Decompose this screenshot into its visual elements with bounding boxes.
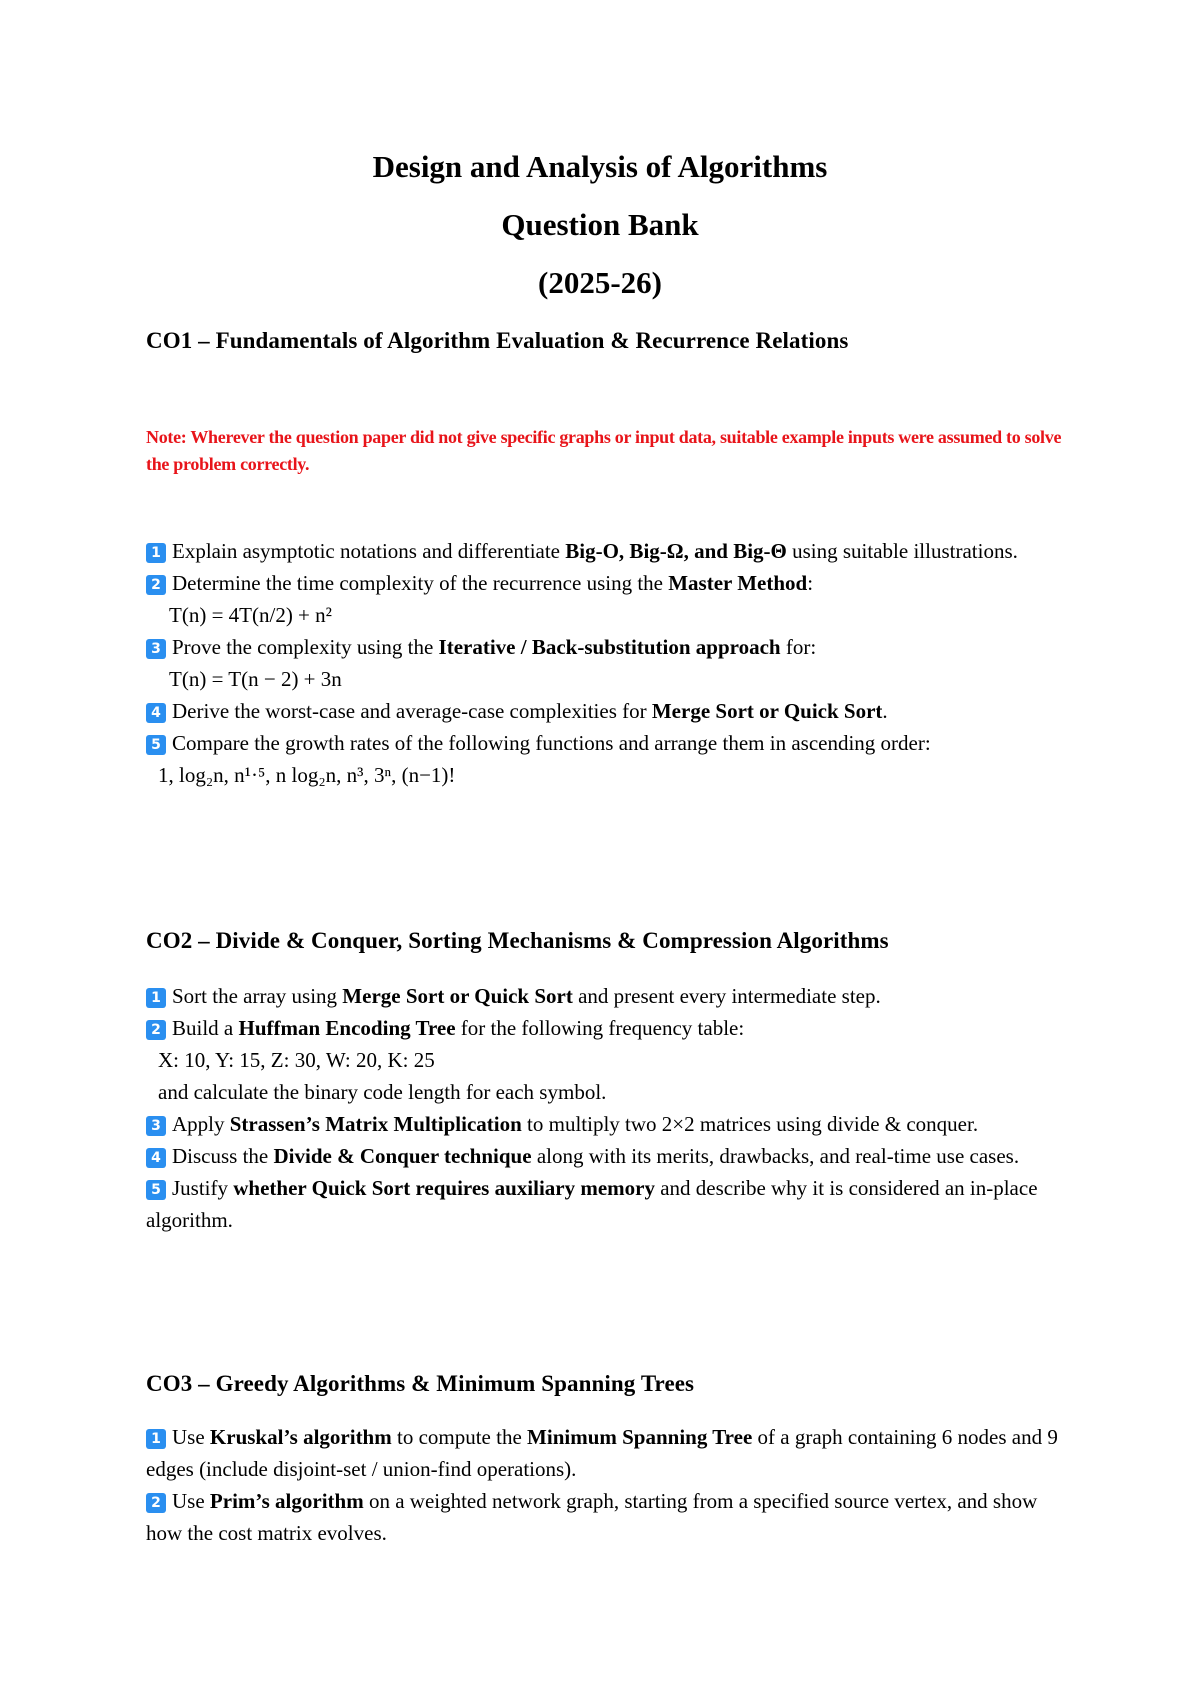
co3-question-1: 1 Use Kruskal’s algorithm to compute the Minimum Spanning Tree of a graph containing 6 nodes and 9 edges (include disjoint-set / union-find operations). <box>146 1425 1058 1481</box>
co1-q3-equation: T(n) = T(n − 2) + 3n <box>169 667 342 691</box>
co1-heading-block <box>146 326 1066 356</box>
number-1-icon: 1 <box>146 543 166 563</box>
co1-heading: CO1 – Fundamentals of Algorithm Evaluation & Recurrence Relations <box>146 328 849 353</box>
co2-question-4: 4 Discuss the Divide & Conquer technique along with its merits, drawbacks, and real-time use cases. <box>146 1140 1066 1172</box>
co2-heading: CO2 – Divide & Conquer, Sorting Mechanisms & Compression Algorithms <box>146 928 889 953</box>
number-5-icon: 5 <box>146 735 166 755</box>
co1-note-block <box>146 424 1066 478</box>
co1-question-5: 5 Compare the growth rates of the following functions and arrange them in ascending order: 1, log₂n, n¹·⁵, n log₂n, n³, 3ⁿ, (n−1)! <box>146 727 1066 791</box>
co2-question-1: 1 Sort the array using Merge Sort or Quick Sort and present every intermediate step. <box>146 980 1066 1012</box>
number-1-icon: 1 <box>146 988 166 1008</box>
co2-question-5: 5 Justify whether Quick Sort requires auxiliary memory and describe why it is considered an in-place algorithm. <box>146 1176 1038 1232</box>
academic-year: (2025-26) <box>538 265 662 300</box>
co1-question-1: 1 Explain asymptotic notations and differentiate Big-O, Big-Ω, and Big-Θ using suitable illustrations. <box>146 535 1066 567</box>
co1-question-2: 2 Determine the time complexity of the recurrence using the Master Method: T(n) = 4T(n/2) + n² <box>146 567 1066 631</box>
co1-question-4: 4 Derive the worst-case and average-case complexities for Merge Sort or Quick Sort. <box>146 695 1066 727</box>
co2-question-2: 2 Build a Huffman Encoding Tree for the following frequency table: X: 10, Y: 15, Z: 30, W: 20, K: 25 and calculate the binary code length for each symbol. <box>146 1012 1066 1108</box>
number-4-icon: 4 <box>146 703 166 723</box>
document-title: Design and Analysis of Algorithms <box>372 149 828 184</box>
number-4-icon: 4 <box>146 1148 166 1168</box>
co3-question-list <box>146 1421 1066 1549</box>
number-5-icon: 5 <box>146 1180 166 1200</box>
co1-q5-functions: 1, log₂n, n¹·⁵, n log₂n, n³, 3ⁿ, (n−1)! <box>158 763 456 787</box>
co2-q2-instruction: and calculate the binary code length for each symbol. <box>158 1080 607 1104</box>
number-3-icon: 3 <box>146 639 166 659</box>
co3-heading: CO3 – Greedy Algorithms & Minimum Spanning Trees <box>146 1371 695 1396</box>
co2-question-3: 3 Apply Strassen’s Matrix Multiplication to multiply two 2×2 matrices using divide & conquer. <box>146 1108 1066 1140</box>
co3-question-2: 2 Use Prim’s algorithm on a weighted network graph, starting from a specified source vertex, and show how the cost matrix evolves. <box>146 1489 1038 1545</box>
number-2-icon: 2 <box>146 575 166 595</box>
co2-question-list <box>146 980 1066 1236</box>
co2-heading-block <box>146 926 1066 956</box>
number-3-icon: 3 <box>146 1116 166 1136</box>
document-subtitle: Question Bank <box>501 207 699 242</box>
number-1-icon: 1 <box>146 1429 166 1449</box>
co2-q2-frequency-table: X: 10, Y: 15, Z: 30, W: 20, K: 25 <box>158 1048 435 1072</box>
co3-heading-block <box>146 1369 1066 1399</box>
co1-note: Note: Wherever the question paper did not give specific graphs or input data, suitable example inputs were assumed to solve the problem correctly. <box>146 427 1062 474</box>
title-block <box>0 148 1200 302</box>
co1-question-3: 3 Prove the complexity using the Iterative / Back-substitution approach for: T(n) = T(n − 2) + 3n <box>146 631 1066 695</box>
co1-question-list <box>146 535 1066 791</box>
co1-q2-equation: T(n) = 4T(n/2) + n² <box>169 603 332 627</box>
number-2-icon: 2 <box>146 1020 166 1040</box>
number-2-icon: 2 <box>146 1493 166 1513</box>
